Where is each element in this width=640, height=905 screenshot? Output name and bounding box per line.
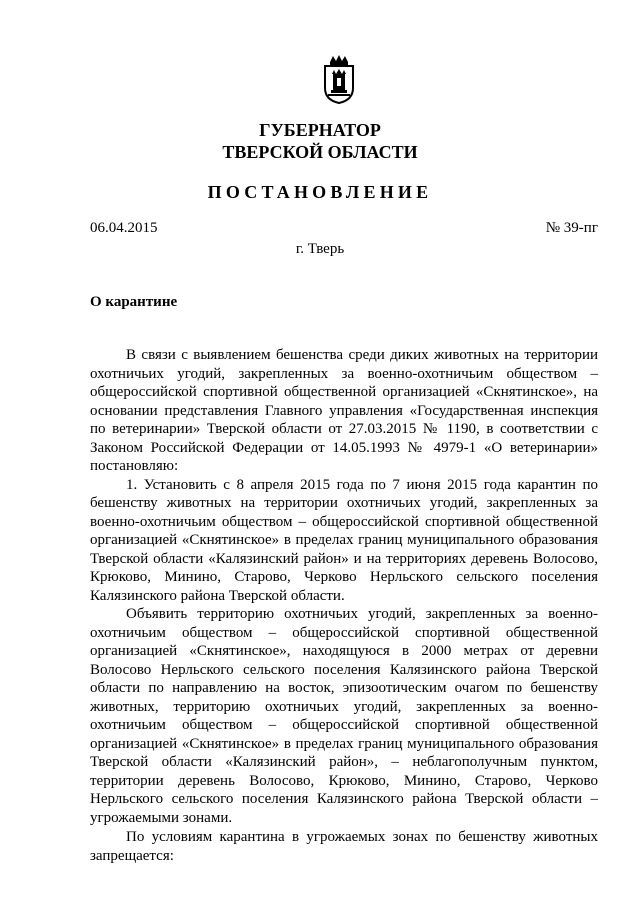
document-city: г. Тверь: [295, 241, 345, 257]
coat-of-arms-emblem: [322, 54, 356, 104]
paragraph-item-1: 1. Установить с 8 апреля 2015 года по 7 июня 2015 года карантин по бешенству животных на территории охотничьих угодий, закрепленных за военно-охотничьим обществом – общероссийской спортивной общественной организацией «Скнятинское» в пределах границ муниципального образования Тверской области «Калязинский район» и на территориях деревень Волосово, Крюково, Минино, Старово, Черково Нерльского сельского поселения Калязинского района Тверской области.: [90, 476, 598, 604]
issuer-title-line1: ГУБЕРНАТОР: [259, 120, 381, 140]
paragraph-preamble: В связи с выявлением бешенства среди диких животных на территории охотничьих угодий, закрепленных за военно-охотничьим обществом – общероссийской спортивной общественной организацией «Скнятинское», на основании представления Главного управления «Государственная инспекция по ветеринарии» Тверской области от 27.03.2015 № 1190, в соответствии с Законом Российской Федерации от 14.05.1993 № 4979-1 «О ветеринарии» постановляю:: [90, 347, 598, 474]
document-date: 06.04.2015: [90, 220, 158, 236]
document-subject: О карантине: [90, 294, 178, 310]
issuer-title-line2: ТВЕРСКОЙ ОБЛАСТИ: [222, 142, 418, 162]
paragraph-prohibitions-intro: По условиям карантина в угрожаемых зонах по бешенству животных запрещается:: [90, 829, 598, 864]
document-type: ПОСТАНОВЛЕНИЕ: [207, 182, 433, 202]
document-body: [90, 346, 598, 865]
paragraph-declaration: Объявить территорию охотничьих угодий, закрепленных за военно-охотничьим обществом – общероссийской спортивной общественной организацией «Скнятинское», находящуюся в 2000 метрах от деревни Волосово Нерльского сельского поселения Калязинского района Тверской области по направлению на восток, эпизоотическим очагом по бешенству животных, территорию охотничьих угодий, закрепленных за военно-охотничьим обществом – общероссийской спортивной общественной организацией «Скнятинское» в пределах границ муниципального образования Тверской области «Калязинский район», – неблагополучным пунктом, территории деревень Волосово, Крюково, Минино, Старово, Черково Нерльского сельского поселения Калязинского района Тверской области – угрожаемыми зонами.: [90, 606, 598, 826]
document-number: № 39-пг: [545, 220, 598, 236]
